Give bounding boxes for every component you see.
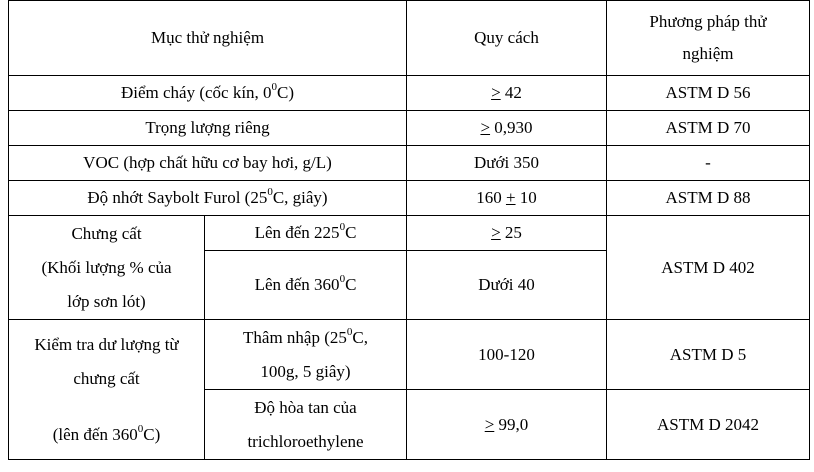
distillation-sub2-spec [407,251,607,320]
viscosity-label [9,181,407,216]
distillation-sub2-label-a: Lên đến 360 [254,275,340,294]
header-spec [407,1,607,76]
distillation-group-label [9,216,205,320]
header-test-item [9,1,407,76]
distillation-group-line2: (Khối lượng % của [41,257,172,277]
row-flash-point [9,76,810,111]
flash-point-method [607,76,810,111]
residue-group-line3-sup: 0 [137,422,144,435]
flash-point-spec [407,76,607,111]
residue-sub2-spec [407,390,607,460]
residue-group-label [9,320,205,460]
residue-sub2-method-text: ASTM D 2042 [656,414,759,434]
flash-point-label-b: C) [277,83,295,102]
distillation-sub1-label-a: Lên đến 225 [254,223,340,242]
distillation-sub2-label [205,251,407,320]
distillation-method-text: ASTM D 402 [661,257,755,277]
residue-sub1-method-text: ASTM D 5 [669,344,747,364]
header-method-line2: nghiệm [682,44,734,63]
viscosity-label-sup: 0 [267,186,273,199]
flash-point-label-sup: 0 [271,81,278,94]
residue-sub2-method [607,390,810,460]
viscosity-label-a: Độ nhớt Saybolt Furol (25 [87,188,268,207]
voc-method [607,146,810,181]
header-spec-text: Quy cách [474,28,539,47]
distillation-sub2-label-b: C [345,275,357,294]
specific-gravity-label-text: Trọng lượng riêng [145,118,270,137]
specific-gravity-label [9,111,407,146]
residue-sub1-method [607,320,810,390]
voc-spec-text: Dưới 350 [474,153,539,172]
residue-sub2-line2: trichloroethylene [247,431,364,451]
residue-sub1-line1-sup: 0 [346,325,353,338]
residue-sub2-spec-symbol: > [484,414,495,434]
specific-gravity-spec [407,111,607,146]
row-residue-1 [9,320,810,390]
residue-sub1-spec [407,320,607,390]
specific-gravity-method [607,111,810,146]
residue-group-line3-a: (lên đến 360 [52,424,138,444]
viscosity-spec [407,181,607,216]
specification-table [8,0,810,460]
specific-gravity-spec-symbol: > [480,118,491,137]
voc-method-text: - [705,153,711,172]
header-test-item-text: Mục thử nghiệm [150,28,265,47]
residue-group-line3-b: C) [143,424,161,444]
distillation-sub1-label-sup: 0 [339,221,346,234]
flash-point-spec-value: 42 [500,83,522,102]
distillation-sub1-label [205,216,407,251]
header-method-line1: Phương pháp thử [649,12,767,31]
residue-sub1-spec-text: 100-120 [478,344,535,364]
header-row [9,1,810,76]
distillation-sub2-label-sup: 0 [339,273,346,286]
residue-sub2-label [205,390,407,460]
residue-sub1-label [205,320,407,390]
distillation-sub2-spec-text: Dưới 40 [478,275,535,294]
residue-group-line2: chưng cất [73,368,140,388]
residue-group-line1: Kiểm tra dư lượng từ [34,334,179,354]
distillation-sub1-spec-value: 25 [500,223,522,242]
distillation-group-line3: lớp sơn lót) [67,291,146,311]
flash-point-label-a: Điểm cháy (cốc kín, 0 [120,83,272,102]
specific-gravity-spec-value: 0,930 [490,118,533,137]
row-specific-gravity [9,111,810,146]
viscosity-label-b: C, giây) [272,188,328,207]
residue-sub1-line1-b: C, [352,327,368,347]
residue-sub2-line1: Độ hòa tan của [254,397,357,417]
viscosity-spec-symbol: + [505,188,516,207]
distillation-group-line1: Chưng cất [71,223,142,243]
row-distillation-1 [9,216,810,251]
residue-sub1-line1-a: Thâm nhập (25 [243,327,347,347]
viscosity-spec-b: 10 [515,188,537,207]
viscosity-method-text: ASTM D 88 [665,188,751,207]
viscosity-spec-a: 160 [476,188,506,207]
residue-sub1-line2: 100g, 5 giây) [260,361,351,381]
voc-spec [407,146,607,181]
flash-point-method-text: ASTM D 56 [665,83,751,102]
voc-label-text: VOC (hợp chất hữu cơ bay hơi, g/L) [83,153,332,172]
distillation-method [607,216,810,320]
flash-point-label [9,76,407,111]
distillation-sub1-spec [407,216,607,251]
distillation-sub1-spec-symbol: > [491,223,501,242]
flash-point-spec-symbol: > [491,83,501,102]
specific-gravity-method-text: ASTM D 70 [665,118,751,137]
residue-sub2-spec-value: 99,0 [494,414,529,434]
row-voc [9,146,810,181]
header-method [607,1,810,76]
voc-label [9,146,407,181]
row-viscosity [9,181,810,216]
distillation-sub1-label-b: C [345,223,357,242]
viscosity-method [607,181,810,216]
